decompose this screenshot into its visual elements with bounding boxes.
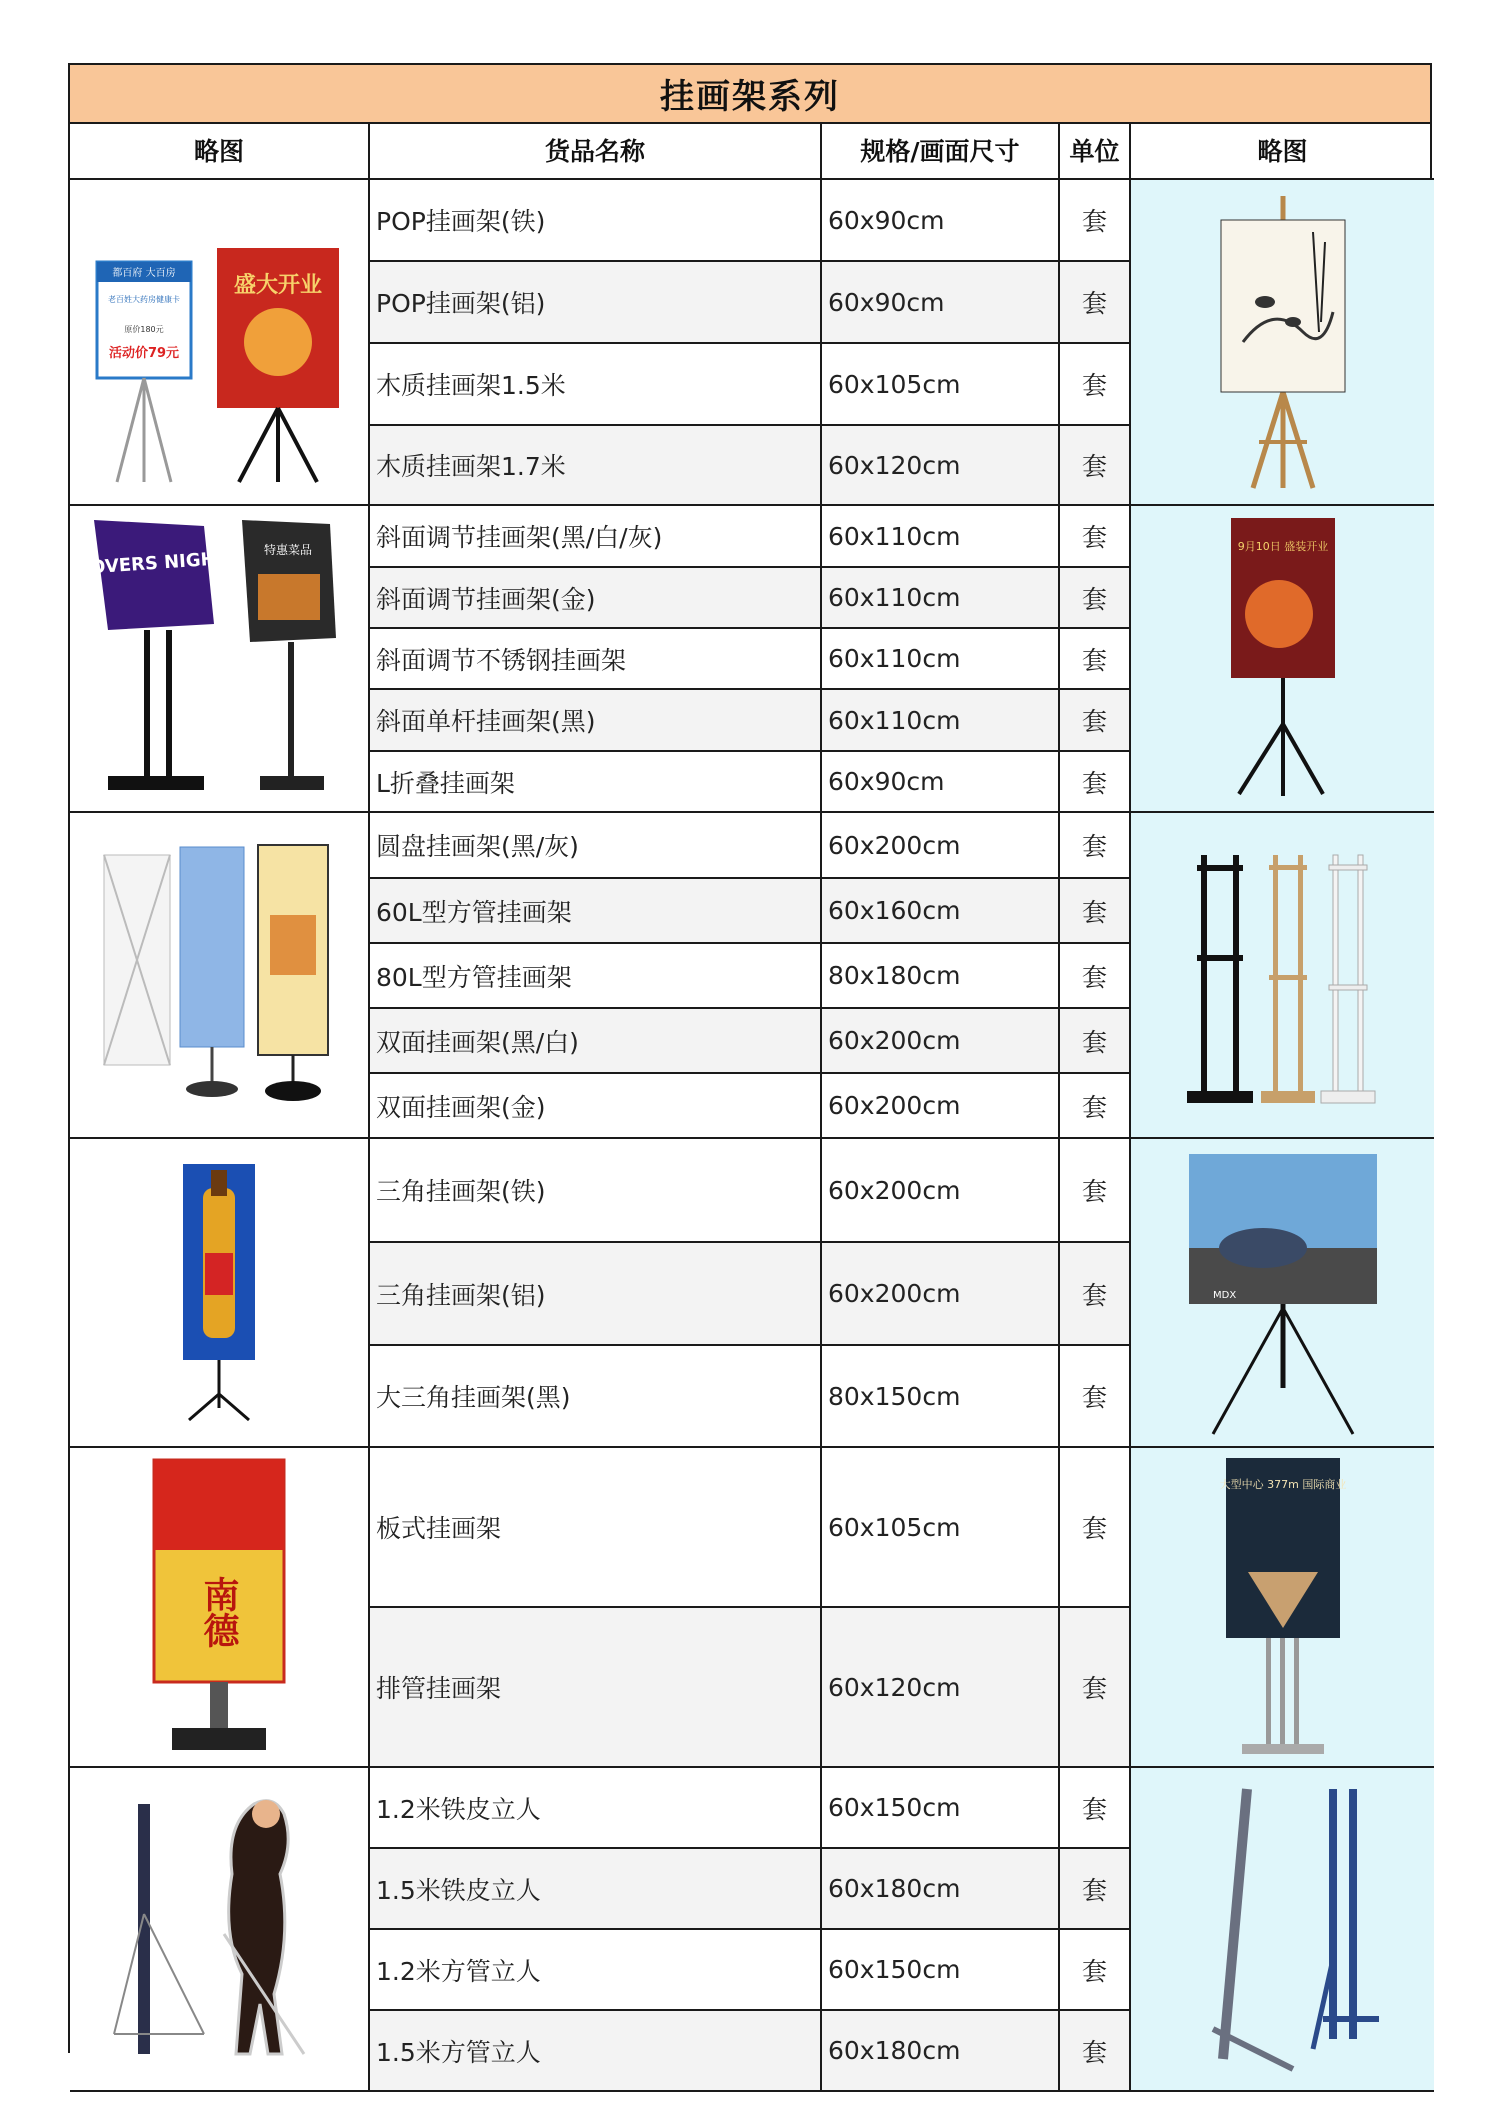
product-name-cell: 60L型方管挂画架	[370, 879, 822, 944]
svg-text:南德: 南德	[198, 1576, 240, 1648]
unit-cell: 套	[1060, 1139, 1131, 1243]
product-photo	[1213, 192, 1353, 492]
product-name-cell: 斜面调节挂画架(黑/白/灰)	[370, 506, 822, 568]
spec-cell: 60x200cm	[822, 1009, 1060, 1074]
unit-cell: 套	[1060, 1768, 1131, 1849]
svg-text:9月10日 盛装开业: 9月10日 盛装开业	[1237, 539, 1328, 553]
product-photo	[84, 835, 354, 1115]
spec-cell: 60x110cm	[822, 506, 1060, 568]
spec-cell: 60x90cm	[822, 180, 1060, 262]
product-table	[68, 63, 1432, 2067]
spec-cell: 60x160cm	[822, 879, 1060, 944]
spec-cell: 60x200cm	[822, 1139, 1060, 1243]
spec-cell: 60x180cm	[822, 1849, 1060, 1930]
spec-cell: 60x200cm	[822, 813, 1060, 879]
product-name-cell: 排管挂画架	[370, 1608, 822, 1768]
unit-cell: 套	[1060, 568, 1131, 629]
unit-cell: 套	[1060, 1849, 1131, 1930]
product-name-cell: 1.2米铁皮立人	[370, 1768, 822, 1849]
product-name-cell: 双面挂画架(黑/白)	[370, 1009, 822, 1074]
product-name-cell: 大三角挂画架(黑)	[370, 1346, 822, 1448]
spec-cell: 60x120cm	[822, 1608, 1060, 1768]
spec-cell: 60x90cm	[822, 752, 1060, 813]
product-photo	[144, 1452, 294, 1762]
unit-cell: 套	[1060, 944, 1131, 1009]
product-name-cell: POP挂画架(铝)	[370, 262, 822, 344]
unit-cell: 套	[1060, 180, 1131, 262]
product-name-cell: 斜面调节挂画架(金)	[370, 568, 822, 629]
product-photo	[1218, 1452, 1348, 1762]
product-photo	[79, 192, 359, 492]
spec-cell: 60x200cm	[822, 1243, 1060, 1346]
product-name-cell: 1.5米铁皮立人	[370, 1849, 822, 1930]
product-photo	[159, 1158, 279, 1428]
svg-text:都百府 大百房: 都百府 大百房	[112, 268, 176, 279]
unit-cell: 套	[1060, 426, 1131, 506]
product-name-cell: 木质挂画架1.5米	[370, 344, 822, 426]
unit-cell: 套	[1060, 752, 1131, 813]
header-image-left: 略图	[70, 122, 370, 180]
spec-cell: 80x180cm	[822, 944, 1060, 1009]
unit-cell: 套	[1060, 1608, 1131, 1768]
thumbnail-left	[70, 813, 370, 1139]
product-name-cell: 80L型方管挂画架	[370, 944, 822, 1009]
spec-cell: 60x110cm	[822, 690, 1060, 752]
svg-text:活动价79元: 活动价79元	[108, 346, 180, 361]
spec-cell: 60x105cm	[822, 344, 1060, 426]
unit-cell: 套	[1060, 2011, 1131, 2092]
product-name-cell: 斜面调节不锈钢挂画架	[370, 629, 822, 690]
unit-cell: 套	[1060, 1009, 1131, 1074]
product-name-cell: 斜面单杆挂画架(黑)	[370, 690, 822, 752]
svg-text:盛大开业: 盛大开业	[233, 272, 323, 298]
unit-cell: 套	[1060, 1074, 1131, 1139]
thumbnail-right	[1131, 506, 1434, 813]
spec-cell: 60x105cm	[822, 1448, 1060, 1608]
spec-cell: 60x110cm	[822, 629, 1060, 690]
unit-cell: 套	[1060, 1243, 1131, 1346]
product-photo	[104, 1784, 334, 2074]
product-photo	[1183, 1148, 1383, 1438]
thumbnail-left	[70, 180, 370, 506]
svg-text:大型中心 377m 国际商业: 大型中心 377m 国际商业	[1219, 1478, 1346, 1491]
svg-text:LOVERS NIGHT: LOVERS NIGHT	[78, 547, 229, 579]
product-photo	[1183, 835, 1383, 1115]
spec-cell: 60x110cm	[822, 568, 1060, 629]
header-product-name: 货品名称	[370, 122, 822, 180]
unit-cell: 套	[1060, 629, 1131, 690]
unit-cell: 套	[1060, 506, 1131, 568]
spec-cell: 60x150cm	[822, 1768, 1060, 1849]
header-unit: 单位	[1060, 122, 1131, 180]
product-name-cell: 圆盘挂画架(黑/灰)	[370, 813, 822, 879]
thumbnail-left	[70, 506, 370, 813]
thumbnail-right	[1131, 1448, 1434, 1768]
svg-text:原价180元: 原价180元	[124, 325, 164, 334]
unit-cell: 套	[1060, 813, 1131, 879]
spec-cell: 60x180cm	[822, 2011, 1060, 2092]
thumbnail-left	[70, 1448, 370, 1768]
thumbnail-left	[70, 1139, 370, 1448]
spec-cell: 60x150cm	[822, 1930, 1060, 2011]
svg-text:特惠菜品: 特惠菜品	[263, 542, 313, 557]
product-photo	[74, 514, 364, 804]
spec-cell: 80x150cm	[822, 1346, 1060, 1448]
unit-cell: 套	[1060, 1930, 1131, 2011]
product-name-cell: L折叠挂画架	[370, 752, 822, 813]
header-image-right: 略图	[1131, 122, 1434, 180]
product-name-cell: 1.5米方管立人	[370, 2011, 822, 2092]
product-name-cell: 木质挂画架1.7米	[370, 426, 822, 506]
product-name-cell: POP挂画架(铁)	[370, 180, 822, 262]
unit-cell: 套	[1060, 262, 1131, 344]
thumbnail-right	[1131, 813, 1434, 1139]
header-spec: 规格/画面尺寸	[822, 122, 1060, 180]
svg-text:老百姓大药房健康卡: 老百姓大药房健康卡	[108, 295, 180, 304]
unit-cell: 套	[1060, 1448, 1131, 1608]
spec-cell: 60x90cm	[822, 262, 1060, 344]
unit-cell: 套	[1060, 344, 1131, 426]
thumbnail-right	[1131, 180, 1434, 506]
unit-cell: 套	[1060, 1346, 1131, 1448]
table-title: 挂画架系列	[70, 65, 1430, 124]
product-name-cell: 板式挂画架	[370, 1448, 822, 1608]
svg-text:MDX: MDX	[1212, 1289, 1236, 1301]
thumbnail-right	[1131, 1768, 1434, 2092]
product-name-cell: 三角挂画架(铝)	[370, 1243, 822, 1346]
thumbnail-right	[1131, 1139, 1434, 1448]
product-photo	[1223, 514, 1343, 804]
spec-cell: 60x200cm	[822, 1074, 1060, 1139]
thumbnail-left	[70, 1768, 370, 2092]
product-photo	[1183, 1779, 1383, 2079]
product-name-cell: 1.2米方管立人	[370, 1930, 822, 2011]
product-name-cell: 三角挂画架(铁)	[370, 1139, 822, 1243]
unit-cell: 套	[1060, 690, 1131, 752]
unit-cell: 套	[1060, 879, 1131, 944]
spec-cell: 60x120cm	[822, 426, 1060, 506]
product-name-cell: 双面挂画架(金)	[370, 1074, 822, 1139]
